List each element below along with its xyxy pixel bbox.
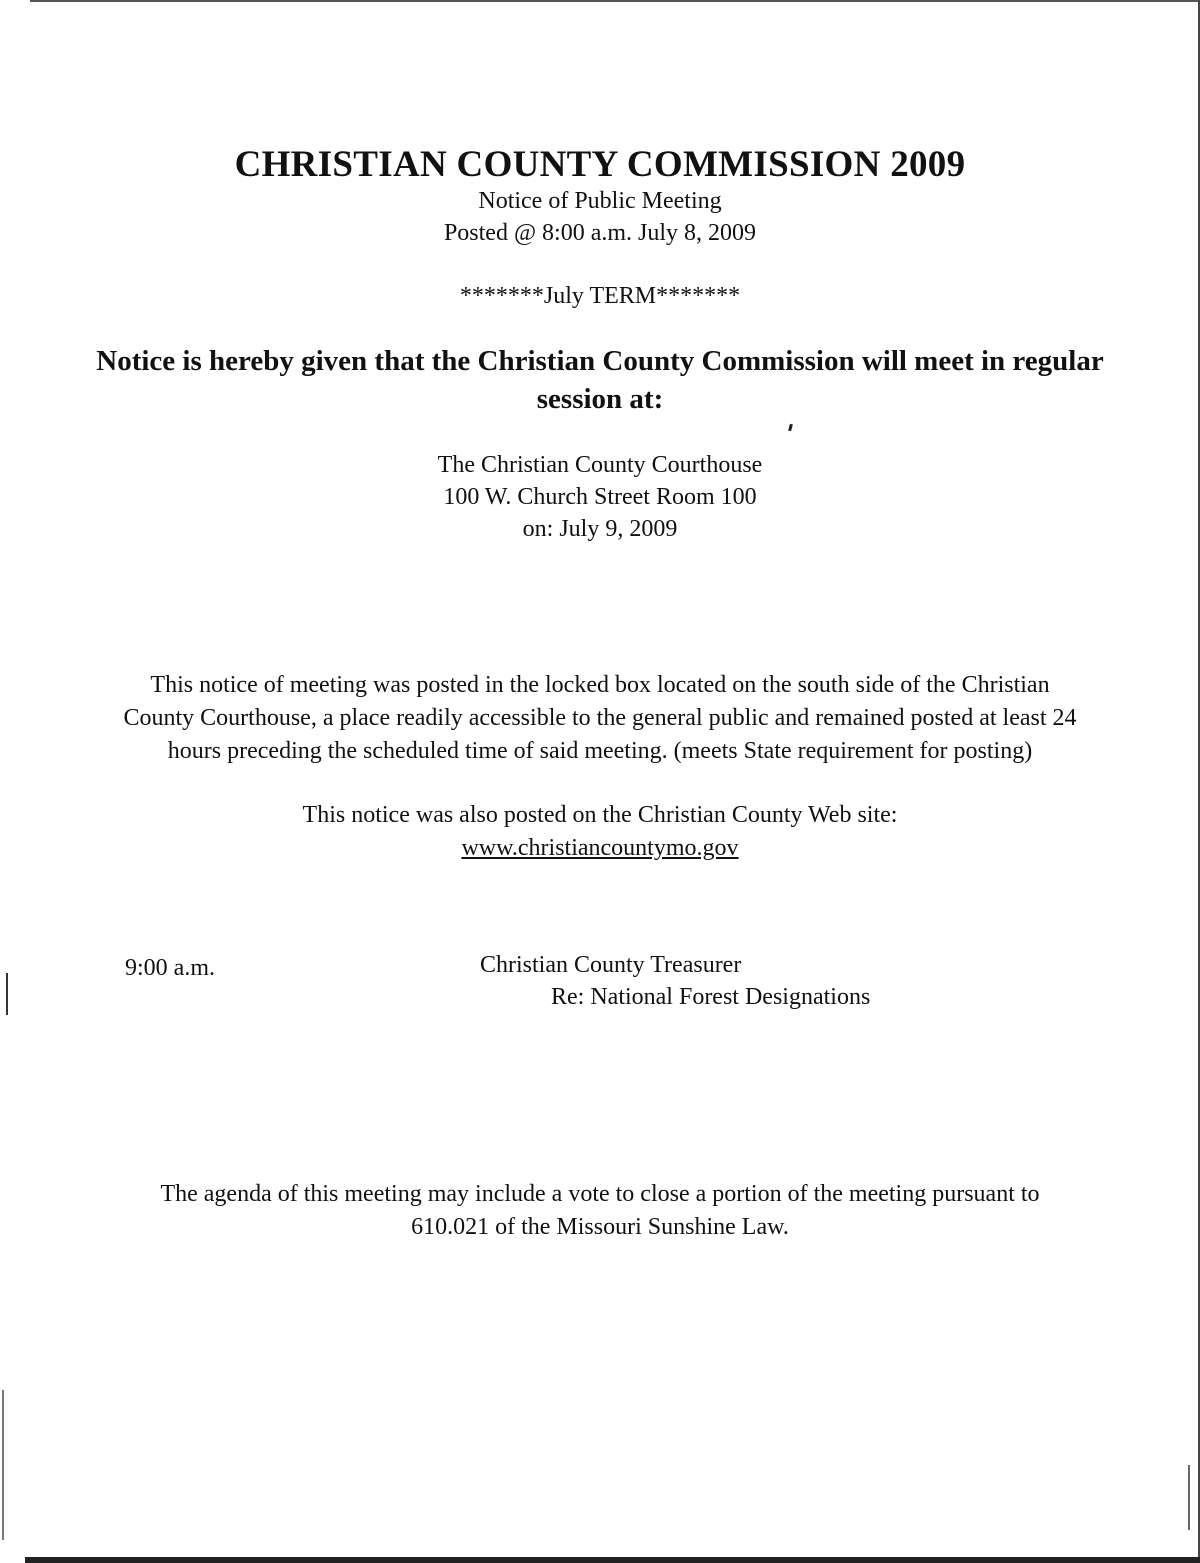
agenda-subject: Re: National Forest Designations	[551, 984, 871, 1010]
document-subtitle	[0, 185, 1200, 249]
closing-line: 610.021 of the Missouri Sunshine Law.	[411, 1214, 789, 1240]
location-place: The Christian County Courthouse	[437, 452, 763, 478]
notice-statement	[40, 342, 1160, 418]
scan-mark	[2, 1390, 4, 1540]
website-link[interactable]: www.christiancountymo.gov	[461, 835, 739, 861]
term-heading: *******July TERM*******	[459, 283, 741, 309]
subtitle-posted: Posted @ 8:00 a.m. July 8, 2009	[443, 220, 757, 246]
agenda-time: 9:00 a.m.	[125, 955, 215, 981]
location-address: 100 W. Church Street Room 100	[443, 484, 757, 510]
closing-line: The agenda of this meeting may include a vote to close a portion of the meeting pursuant to	[160, 1181, 1040, 1207]
scan-edge-top	[30, 0, 1200, 2]
scan-edge-bottom	[25, 1557, 1200, 1563]
web-paragraph	[0, 799, 1200, 865]
location-date: on: July 9, 2009	[522, 516, 678, 542]
scan-speck	[788, 424, 793, 432]
posting-paragraph	[40, 669, 1160, 768]
closing-paragraph	[40, 1178, 1160, 1244]
meeting-location	[0, 449, 1200, 545]
notice-line: session at:	[536, 383, 664, 415]
notice-line: Notice is hereby given that the Christian County Commission will meet in regular	[96, 345, 1104, 377]
scan-mark	[6, 973, 8, 1015]
agenda-presenter: Christian County Treasurer	[480, 952, 742, 978]
web-line: This notice was also posted on the Christian County Web site:	[302, 802, 898, 828]
scan-mark	[1188, 1465, 1190, 1530]
posting-line: hours preceding the scheduled time of said meeting. (meets State requirement for posting)	[167, 738, 1033, 764]
subtitle-notice: Notice of Public Meeting	[478, 188, 722, 214]
document-title: CHRISTIAN COUNTY COMMISSION 2009	[234, 144, 966, 185]
posting-line: County Courthouse, a place readily accessible to the general public and remained posted at least 24	[123, 705, 1077, 731]
posting-line: This notice of meeting was posted in the locked box located on the south side of the Christian	[150, 672, 1050, 698]
